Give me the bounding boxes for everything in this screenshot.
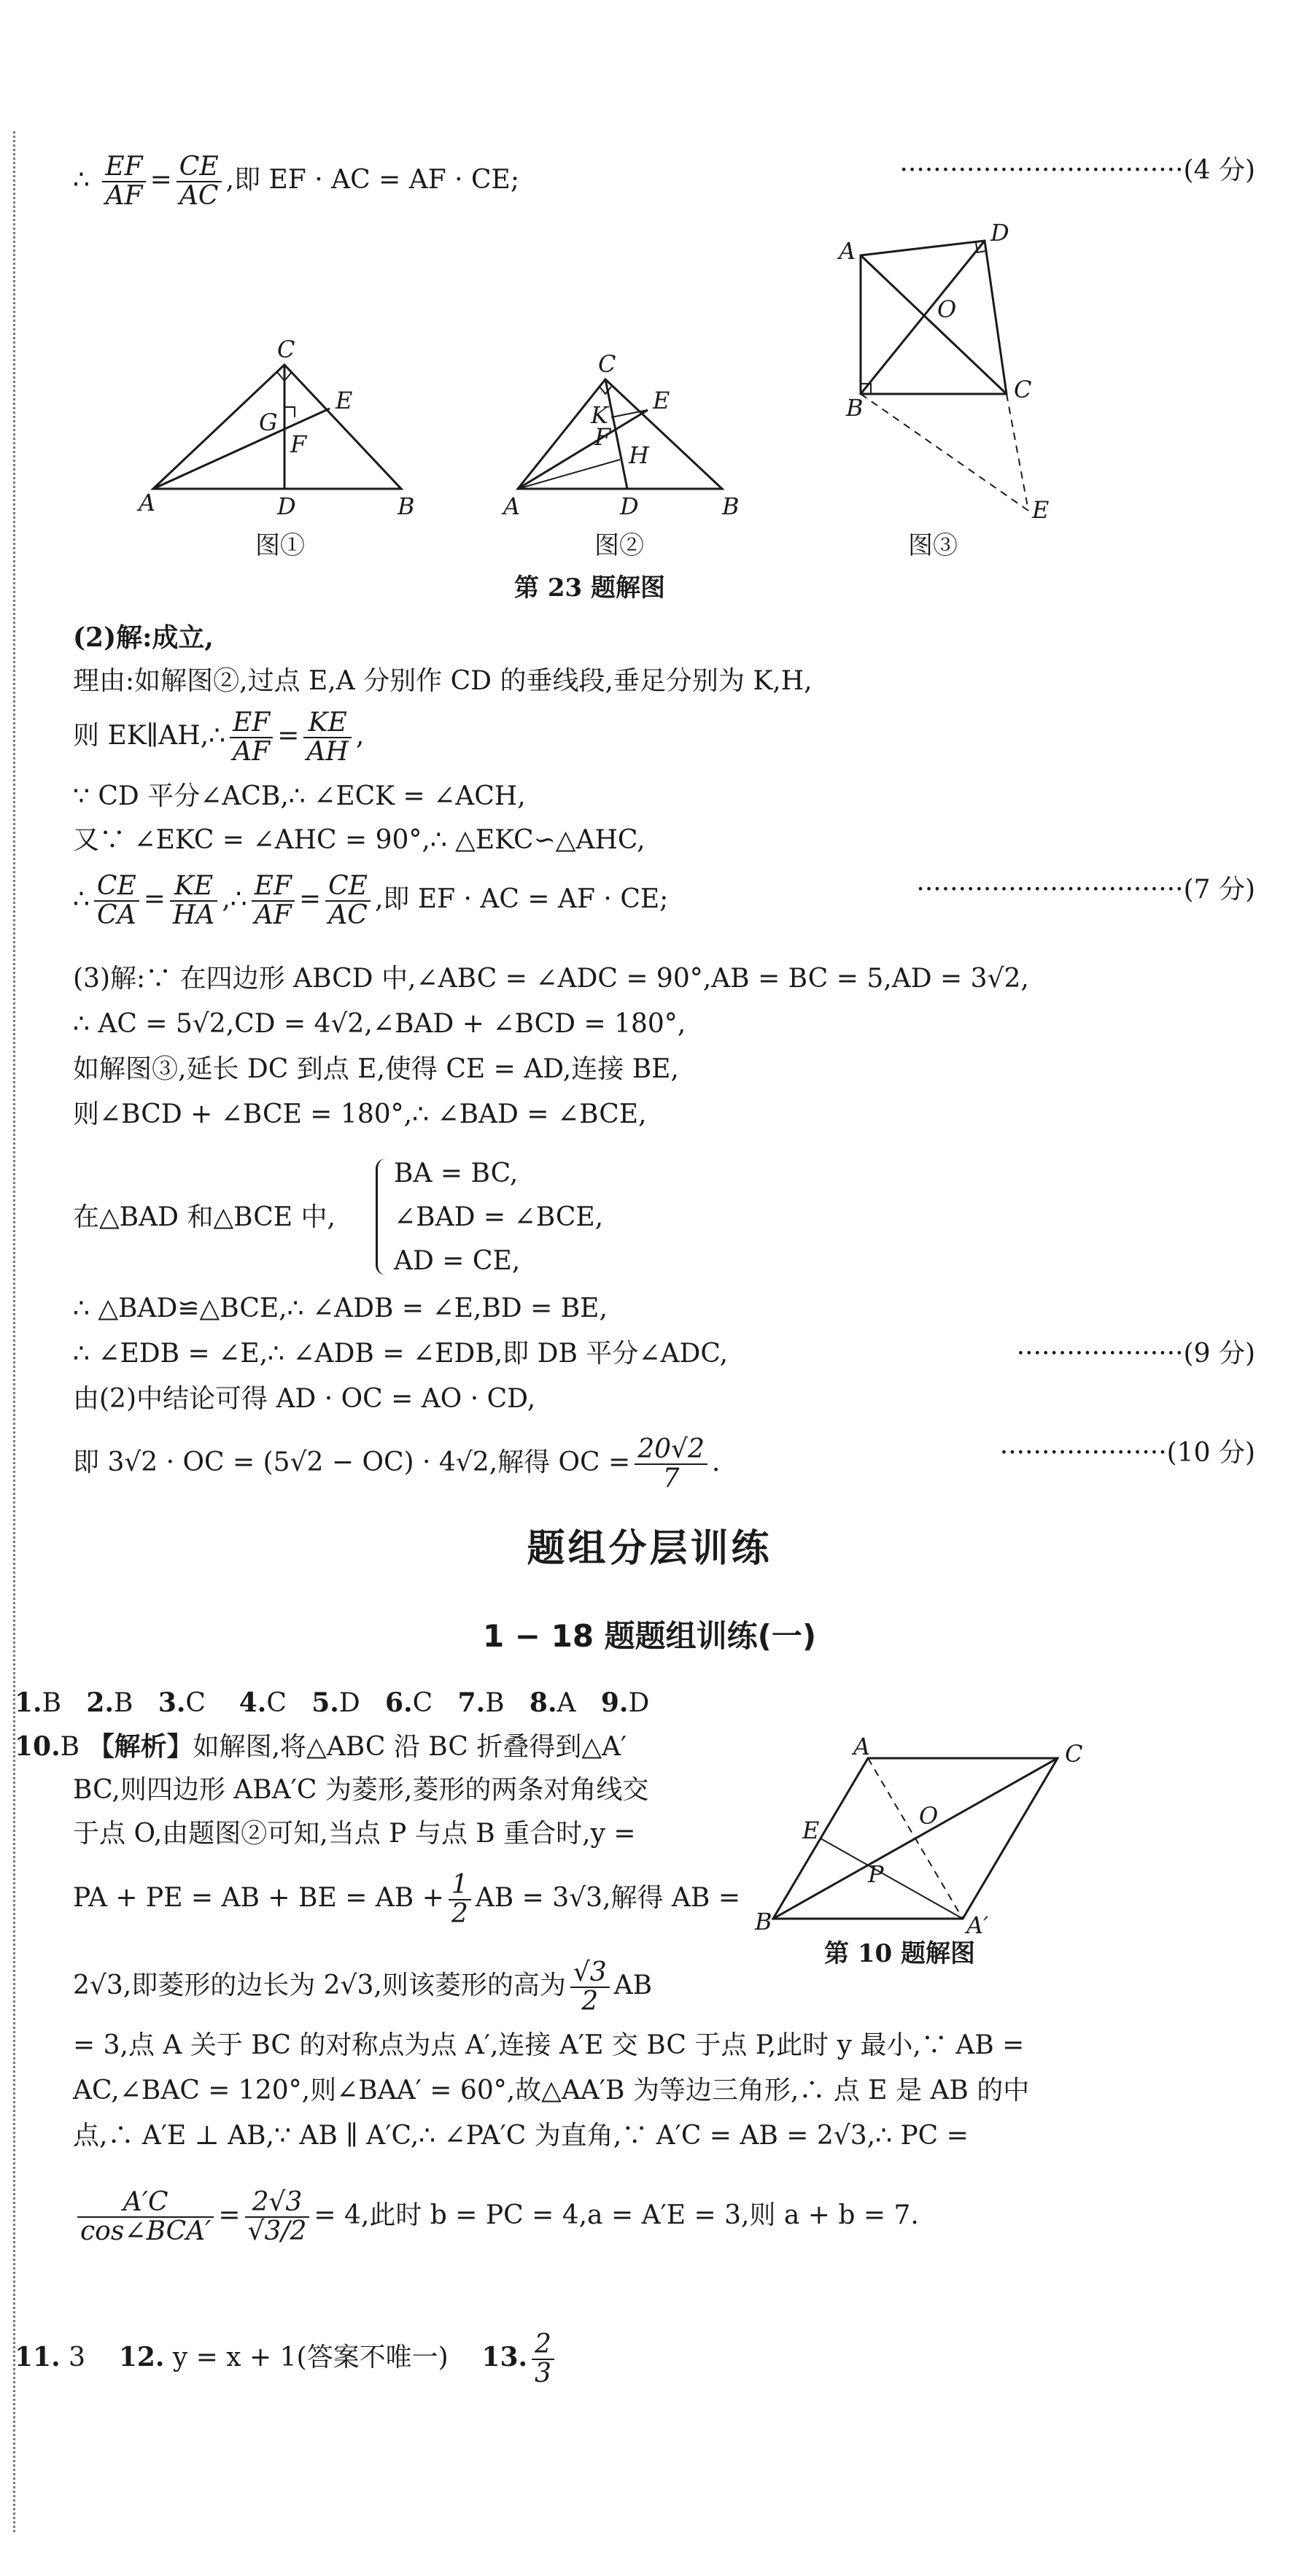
svg-text:D: D [277,492,296,520]
answer-item: 6.C [385,1687,433,1718]
svg-text:E: E [653,387,670,414]
figure-2 [503,350,751,525]
q10-line3: 于点 O,由题图②可知,当点 P 与点 B 重合时,y = [73,1819,636,1849]
q10-line2: BC,则四边形 ABA′C 为菱形,菱形的两条对角线交 [73,1775,649,1805]
svg-text:E: E [1032,496,1050,524]
svg-text:C: C [277,336,295,363]
svg-text:A′: A′ [966,1911,989,1939]
part2-line2: 理由:如解图②,过点 E,A 分别作 CD 的垂线段,垂足分别为 K,H, [73,666,813,696]
svg-text:C: C [1014,376,1032,403]
answers-row-1 [15,1685,1255,1721]
svg-text:P: P [868,1860,884,1888]
answer-item: 2.B [86,1687,133,1718]
svg-text:A: A [839,237,856,265]
part3-line6: ∴ △BAD≌△BCE,∴ ∠ADB = ∠E,BD = BE, [73,1293,608,1323]
q10-line4: PA + PE = AB + BE = AB + $\frac{1}{2}$ AB = 3√3,解得 AB = [73,1870,740,1929]
answer-item: 5.D [311,1687,360,1718]
figure-3-label: 图③ [908,531,958,560]
part3-line7: ∴ ∠EDB = ∠E,∴ ∠ADB = ∠EDB,即 DB 平分∠ADC, ····················(9 分) [73,1337,1255,1372]
svg-text:C: C [598,350,616,378]
score-7: ································(7 分) [916,875,1255,905]
part2-line3: 则 EK∥AH,∴ $\frac{EF}{AF}$ = $\frac{KE}{AH}$ , [73,708,365,767]
svg-text:D: D [620,492,639,520]
figure-2-label: 图② [594,531,644,560]
top-conclusion-line: ∴ $\frac{EF}{AF}$ = $\frac{CE}{AC}$ ,即 EF · AC = AF · CE; ··································(4 分) [73,152,1255,211]
q10-line5: 2√3,即菱形的边长为 2√3,则该菱形的高为 $\frac{√3}{2}$ AB [73,1957,653,2016]
case-line-2: ∠BAD = ∠BCE, [394,1202,604,1232]
svg-text:O: O [919,1802,939,1830]
answer-item: 7.B [457,1687,505,1718]
part3-line1: (3)解:∵ 在四边形 ABCD 中,∠ABC = ∠ADC = 90°,AB = BC = 5,AD = 3√2, [73,964,1029,994]
answer-item: 3.C [158,1687,206,1718]
part3-line4: 则∠BCD + ∠BCE = 180°,∴ ∠BAD = ∠BCE, [73,1099,647,1129]
svg-text:B: B [722,492,740,520]
figure-1-label: 图① [255,531,305,560]
score-10: ····················(10 分) [999,1438,1255,1468]
answer-item: 8.A [529,1687,576,1718]
svg-text:K: K [591,401,608,429]
part2-line1: (2)解:成立, [73,622,214,653]
part2-line4: ∵ CD 平分∠ACB,∴ ∠ECK = ∠ACH, [73,781,526,811]
q10-line1: 10.B 【解析】如解图,将△ABC 沿 BC 折叠得到△A′ [15,1731,627,1762]
svg-text:D: D [990,219,1009,247]
case-brace [376,1159,392,1275]
figure-23-caption: 第 23 题解图 [514,573,665,603]
q10-line8: 点,∴ A′E ⊥ AB,∵ AB ∥ A′C,∴ ∠PA′C 为直角,∵ A′C = AB = 2√3,∴ PC = [73,2121,969,2151]
svg-text:E: E [336,387,353,414]
svg-text:F: F [290,430,307,458]
svg-text:F: F [594,423,611,451]
svg-text:H: H [629,441,649,469]
svg-text:A: A [139,489,156,517]
case-line-1: BA = BC, [394,1159,519,1188]
part3-line3: 如解图③,延长 DC 到点 E,使得 CE = AD,连接 BE, [73,1054,679,1084]
svg-text:B: B [846,394,864,422]
figure-3 [831,219,1079,525]
svg-text:E: E [802,1817,820,1844]
svg-text:A: A [503,492,521,520]
part2-line6: ∴ $\frac{CE}{CA}$ = $\frac{KE}{HA}$ ,∴ $\frac{EF}{AF}$ = $\frac{CE}{AC}$ ,即 EF · AC = AF · CE; ································(7 分) [73,871,1255,930]
case-line-3: AD = CE, [394,1246,521,1276]
q10-line9: $\frac{A'C}{\text{cos∠BCA′}}$ = $\frac{2√3}{√3/2}$ = 4,此时 b = PC = 4,a = A′E = 3,则 a + b = 7. [73,2189,1255,2246]
svg-text:C: C [1065,1740,1083,1768]
q10-line6: = 3,点 A 关于 BC 的对称点为点 A′,连接 A′E 交 BC 于点 P,此时 y 最小,∵ AB = [73,2030,1025,2060]
section-title: 题组分层训练 [527,1527,772,1571]
svg-text:B: B [755,1908,772,1935]
figure-10 [755,1733,1109,1948]
score-4: ··································(4 分) [899,155,1255,185]
part3-line9: 即 3√2 · OC = (5√2 − OC) · 4√2,解得 OC = $\frac{20√2}{7}$ . ····················(10 分) [73,1434,1255,1493]
svg-text:O: O [937,295,957,323]
part3-line8: 由(2)中结论可得 AD · OC = AO · CD, [73,1384,536,1414]
part3-line5: 在△BAD 和△BCE 中, [73,1202,336,1232]
figure-1 [139,336,430,525]
answer-item: 1.B [15,1687,62,1718]
binding-margin-line [13,131,15,2532]
answer-item: 4.C [239,1687,287,1718]
answer-item: 9.D [600,1687,650,1718]
part2-line5: 又∵ ∠EKC = ∠AHC = 90°,∴ △EKC∽△AHC, [73,825,645,855]
answers-row-11-13: 11. 3 12. y = x + 1(答案不唯一) 13. $\frac{2}{3}$ [15,2331,1255,2388]
q10-line7: AC,∠BAC = 120°,则∠BAA′ = 60°,故△AA′B 为等边三角形,∴ 点 E 是 AB 的中 [73,2076,1030,2105]
score-9: ····················(9 分) [1016,1339,1255,1369]
figure-10-caption: 第 10 题解图 [824,1939,975,1968]
svg-text:B: B [398,492,415,520]
svg-text:G: G [259,409,278,436]
svg-text:A: A [853,1733,871,1760]
part3-line2: ∴ AC = 5√2,CD = 4√2,∠BAD + ∠BCD = 180°, [73,1009,686,1039]
sub-title: 1 − 18 题题组训练(一) [482,1618,817,1654]
